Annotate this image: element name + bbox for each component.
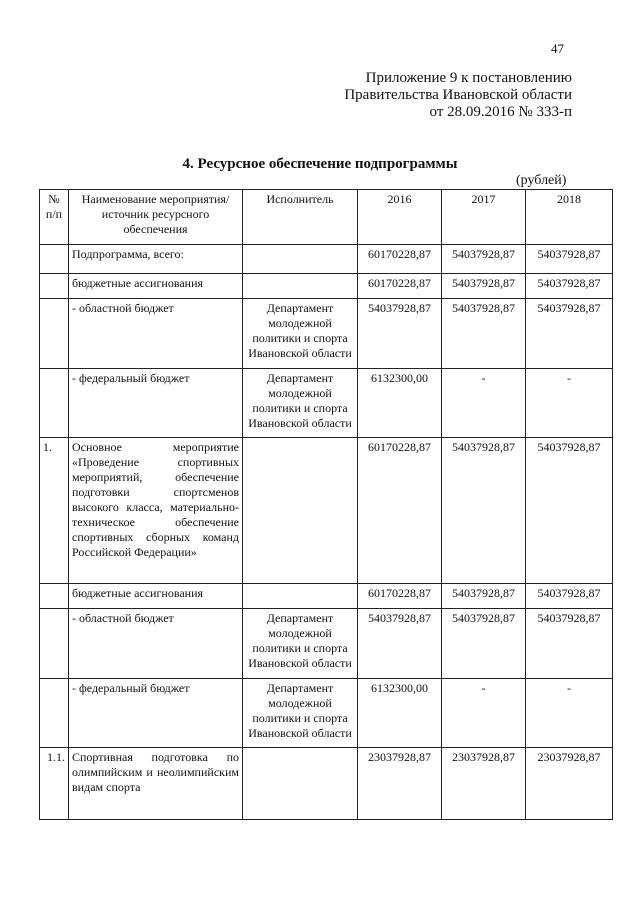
cell-2017: 54037928,87 [442, 299, 526, 369]
cell-2016: 60170228,87 [358, 245, 442, 274]
cell-name: Основное мероприятие «Проведение спортивных мероприятий, обеспечение подготовки спортсменов высокого класса, материально-техническое обеспечение спортивных сборных команд Российской Федерации» [69, 438, 243, 584]
cell-num [40, 245, 69, 274]
cell-2018: 54037928,87 [526, 299, 613, 369]
table-row [40, 679, 613, 748]
table-row [40, 748, 613, 820]
cell-executor: Департамент молодежной политики и спорта Ивановской области [243, 369, 358, 438]
table-header-row [40, 190, 613, 245]
cell-2018: 54037928,87 [526, 584, 613, 609]
header-name: Наименование мероприятия/источник ресурсного обеспечения [69, 190, 243, 245]
cell-name: бюджетные ассигнования [69, 584, 243, 609]
cell-name: бюджетные ассигнования [69, 274, 243, 299]
cell-name: - федеральный бюджет [69, 679, 243, 748]
cell-2018: 23037928,87 [526, 748, 613, 820]
cell-num: 1.1. [40, 748, 69, 820]
cell-name: - областной бюджет [69, 299, 243, 369]
cell-2016: 60170228,87 [358, 584, 442, 609]
table-row [40, 584, 613, 609]
cell-num [40, 609, 69, 679]
cell-name: Спортивная подготовка по олимпийским и неолимпийским видам спорта [69, 748, 243, 820]
cell-2016: 23037928,87 [358, 748, 442, 820]
appendix-line-3: от 28.09.2016 № 333-п [429, 104, 572, 120]
header-2016: 2016 [358, 190, 442, 245]
cell-executor [243, 584, 358, 609]
cell-executor: Департамент молодежной политики и спорта Ивановской области [243, 609, 358, 679]
header-2018: 2018 [526, 190, 613, 245]
cell-2018: 54037928,87 [526, 245, 613, 274]
cell-num [40, 274, 69, 299]
header-executor: Исполнитель [243, 190, 358, 245]
cell-2016: 60170228,87 [358, 274, 442, 299]
table-row [40, 609, 613, 679]
resource-table [39, 189, 613, 820]
cell-num [40, 299, 69, 369]
cell-name: - федеральный бюджет [69, 369, 243, 438]
cell-executor [243, 748, 358, 820]
cell-2017: 54037928,87 [442, 274, 526, 299]
cell-executor: Департамент молодежной политики и спорта Ивановской области [243, 299, 358, 369]
section-title: 4. Ресурсное обеспечение подпрограммы [182, 156, 458, 172]
appendix-note [272, 70, 572, 121]
cell-2017: 54037928,87 [442, 438, 526, 584]
cell-2016: 60170228,87 [358, 438, 442, 584]
cell-2016: 54037928,87 [358, 299, 442, 369]
cell-executor [243, 245, 358, 274]
appendix-line-1: Приложение 9 к постановлению [365, 70, 572, 86]
cell-2018: 54037928,87 [526, 609, 613, 679]
cell-num [40, 679, 69, 748]
cell-executor: Департамент молодежной политики и спорта Ивановской области [243, 679, 358, 748]
cell-2018: - [526, 679, 613, 748]
table-row [40, 369, 613, 438]
cell-num: 1. [40, 438, 69, 584]
cell-2018: 54037928,87 [526, 438, 613, 584]
cell-name: Подпрограмма, всего: [69, 245, 243, 274]
header-2017: 2017 [442, 190, 526, 245]
appendix-line-2: Правительства Ивановской области [344, 87, 572, 103]
table-row [40, 438, 613, 584]
cell-2017: - [442, 369, 526, 438]
table-row [40, 245, 613, 274]
cell-2018: - [526, 369, 613, 438]
cell-num [40, 584, 69, 609]
cell-2016: 6132300,00 [358, 369, 442, 438]
cell-name: - областной бюджет [69, 609, 243, 679]
header-num: № п/п [40, 190, 69, 245]
cell-2017: - [442, 679, 526, 748]
cell-2016: 54037928,87 [358, 609, 442, 679]
cell-executor [243, 274, 358, 299]
cell-2018: 54037928,87 [526, 274, 613, 299]
cell-executor [243, 438, 358, 584]
cell-num [40, 369, 69, 438]
cell-2017: 54037928,87 [442, 245, 526, 274]
units-label: (рублей) [516, 173, 567, 188]
cell-2017: 54037928,87 [442, 609, 526, 679]
page-number: 47 [551, 41, 564, 56]
cell-2016: 6132300,00 [358, 679, 442, 748]
table-row [40, 299, 613, 369]
table-row [40, 274, 613, 299]
cell-2017: 54037928,87 [442, 584, 526, 609]
cell-2017: 23037928,87 [442, 748, 526, 820]
